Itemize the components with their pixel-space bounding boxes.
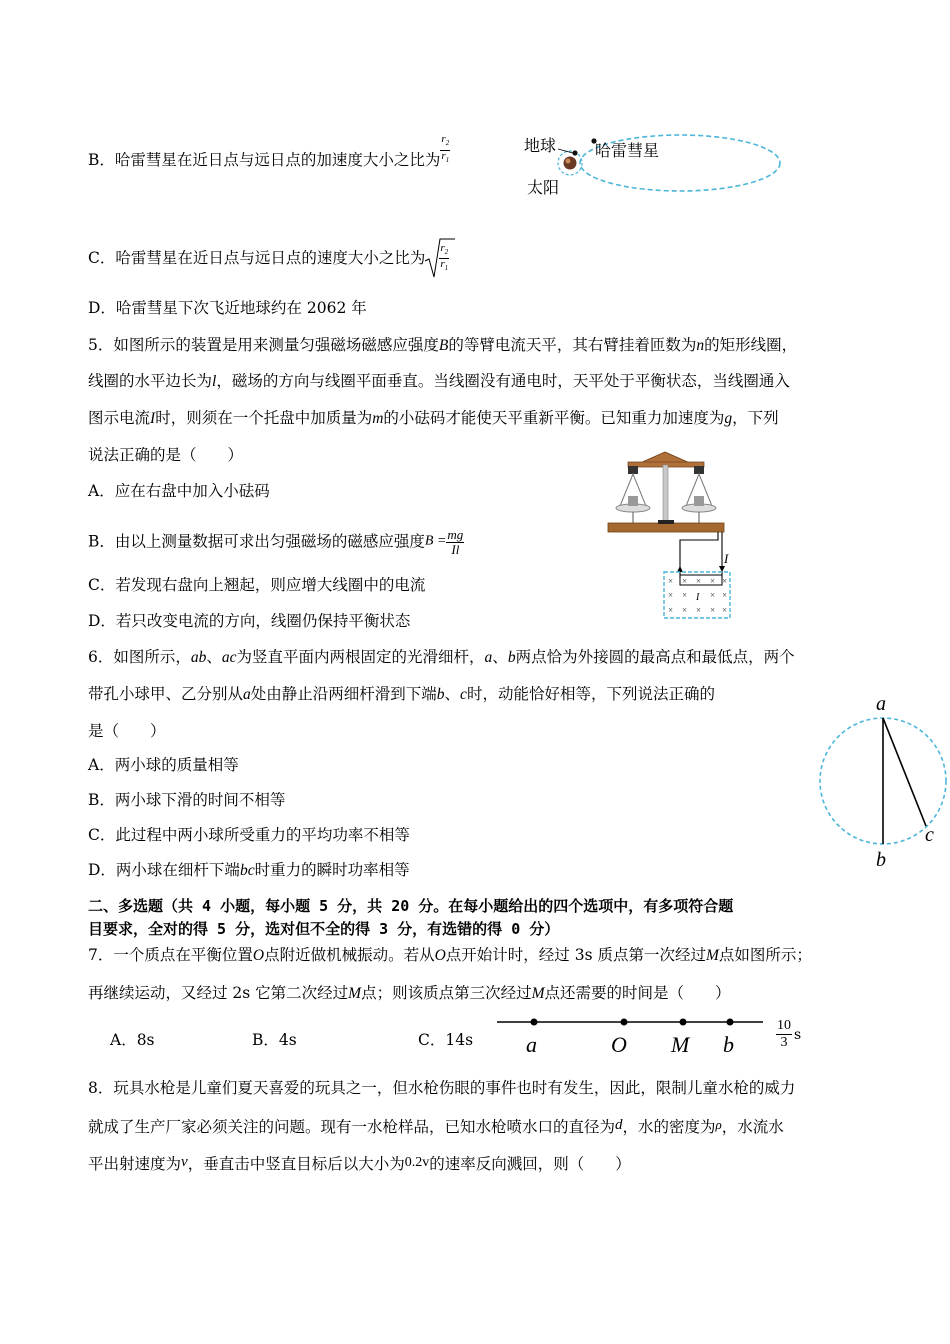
comet-orbit-figure (520, 125, 785, 205)
q6-option-c: C．此过程中两小球所受重力的平均功率不相等 (88, 826, 410, 844)
field-mark: × (722, 605, 728, 615)
q4-option-c: C．哈雷彗星在近日点与远日点的速度大小之比为 $\frac{r_2}{r_1}$ (88, 237, 455, 281)
point-m (680, 1019, 687, 1026)
field-mark: × (722, 590, 728, 600)
q5-option-a: A．应在右盘中加入小砝码 (88, 482, 270, 500)
label-b: b (723, 1032, 734, 1057)
point-o (621, 1019, 628, 1026)
field-mark: × (710, 605, 716, 615)
field-mark: × (710, 590, 716, 600)
q5-stem-line1: 5．如图所示的装置是用来测量匀强磁场磁感应强度B的等臂电流天平，其右臂挂着匝数为n的矩形线圈， (88, 336, 798, 354)
field-mark: × (696, 576, 702, 586)
q4-option-c-sqrt: $\frac{r_2}{r_1}$ (425, 237, 455, 281)
rod-ac (883, 718, 926, 826)
field-mark: × (682, 590, 688, 600)
q6-option-a: A．两小球的质量相等 (88, 756, 239, 774)
earth-icon (572, 150, 577, 155)
point-b (727, 1019, 734, 1026)
field-mark: × (682, 605, 688, 615)
point-c-label: c (925, 824, 934, 846)
q5-option-b: B．由以上测量数据可求出匀强磁场的磁感应强度B = $\frac{mg}{Il}$ (88, 527, 464, 557)
sun-label: 太阳 (527, 180, 560, 197)
section2-heading-line2: 目要求，全对的得 5 分，选对但不全的得 3 分，有选错的得 0 分） (88, 920, 560, 938)
q4-option-b: B．哈雷彗星在近日点与远日点的加速度大小之比为 $\frac{r_2}{r_1}$ (88, 133, 450, 169)
q5-option-c: C．若发现右盘向上翘起，则应增大线圈中的电流 (88, 576, 426, 594)
point-a-label: a (876, 693, 886, 715)
weight-icon (628, 496, 638, 506)
weight-icon (694, 496, 704, 506)
field-mark: × (668, 590, 674, 600)
field-mark: × (696, 605, 702, 615)
sun-icon (564, 157, 577, 170)
point-a (531, 1019, 538, 1026)
q6-stem-line2: 带孔小球甲、乙分别从a处由静止沿两细杆滑到下端b、c时，动能恰好相等，下列说法正确的 (88, 685, 715, 703)
q7-option-c: C．14s (418, 1031, 474, 1049)
q6-stem-line3: 是（ ） (88, 722, 166, 740)
q4-option-b-fraction: $\frac{r_2}{r_1}$ (441, 133, 450, 164)
q6-option-b: B．两小球下滑的时间不相等 (88, 791, 286, 809)
earth-label: 地球 (524, 138, 557, 155)
section2-heading-line1: 二、多选题（共 4 小题，每小题 5 分，共 20 分。在每小题给出的四个选项中，有多项符合题 (88, 897, 734, 915)
q4-option-d: D．哈雷彗星下次飞近地球约在 2062 年 (88, 299, 367, 317)
q8-stem-line1: 8．玩具水枪是儿童们夏天喜爱的玩具之一，但水枪伤眼的事件也时有发生，因此，限制儿童水枪的威力 (88, 1079, 796, 1097)
field-mark: × (668, 605, 674, 615)
oscillation-line-figure (495, 1012, 775, 1062)
field-mark: × (710, 576, 716, 586)
q6-option-d: D．两小球在细杆下端bc时重力的瞬时功率相等 (88, 861, 410, 879)
label-m: M (671, 1032, 690, 1057)
q8-stem-line2: 就成了生产厂家必须关注的问题。现有一水枪样品，已知水枪喷水口的直径为d，水的密度为ρ，水流水 (88, 1117, 784, 1136)
comet-label: 哈雷彗星 (595, 143, 660, 160)
label-a: a (526, 1032, 537, 1057)
q7-stem-line1: 7．一个质点在平衡位置O点附近做机械振动。若从O点开始计时，经过 3s 质点第一次经过M点如图所示； (88, 946, 812, 964)
point-b-label: b (876, 849, 886, 871)
label-o: O (611, 1032, 627, 1057)
q5-stem-line4: 说法正确的是（ ） (88, 446, 244, 464)
q5-stem-line3: 图示电流I时，则须在一个托盘中加质量为m的小砝码才能使天平重新平衡。已知重力加速度为g，下列 (88, 409, 779, 427)
q8-stem-line3: 平出射速度为v，垂直击中竖直目标后以大小为0.2v的速率反向溅回，则（ ） (88, 1154, 631, 1173)
q7-option-d: $\frac{10}{3}$ s (777, 1018, 802, 1050)
circle-rods-figure (812, 692, 950, 870)
field-mark: × (722, 576, 728, 586)
q5-option-d: D．若只改变电流的方向，线圈仍保持平衡状态 (88, 612, 411, 630)
q7-option-b: B．4s (252, 1031, 297, 1049)
current-label: I (724, 551, 729, 566)
q6-stem-line1: 6．如图所示，ab、ac为竖直平面内两根固定的光滑细杆，a、b两点恰为外接圆的最高点和最低点，两个 (88, 648, 795, 666)
current-balance-figure (600, 448, 740, 626)
svg-text:I: I (696, 592, 700, 603)
q7-stem-line2: 再继续运动，又经过 2s 它第二次经过M点；则该质点第三次经过M点还需要的时间是（ ） (88, 984, 731, 1002)
q5-stem-line2: 线圈的水平边长为l，磁场的方向与线圈平面垂直。当线圈没有通电时，天平处于平衡状态，当线圈通入 (88, 372, 790, 390)
field-mark: × (682, 576, 688, 586)
field-mark: × (668, 576, 674, 586)
q7-option-a: A．8s (110, 1031, 155, 1049)
